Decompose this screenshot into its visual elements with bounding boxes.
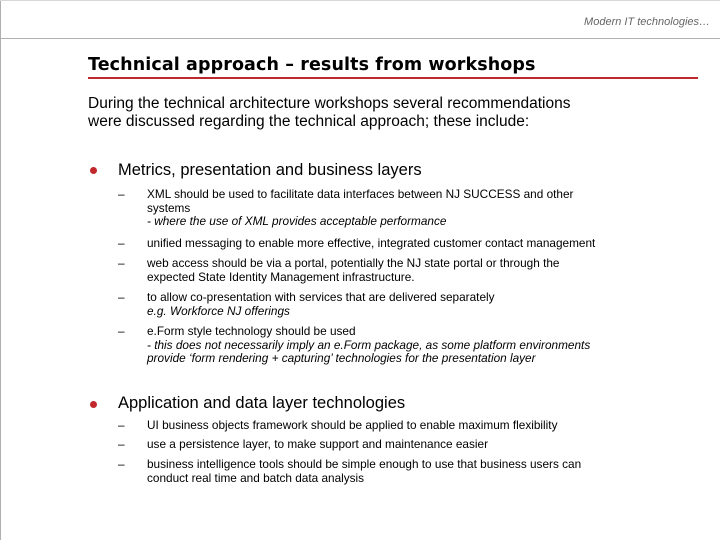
bullet-dot <box>90 167 97 174</box>
list-item <box>118 325 688 366</box>
list-item <box>118 291 688 318</box>
item-text: web access should be via a portal, potentially the NJ state portal or through the <box>147 256 560 270</box>
item-text: to allow co-presentation with services that are delivered separately <box>147 290 495 304</box>
bullet-dot <box>90 401 97 408</box>
item-text: systems <box>147 200 191 215</box>
section-heading: Application and data layer technologies <box>118 394 406 412</box>
list-item <box>118 419 688 433</box>
item-text: unified messaging to enable more effective, integrated customer contact management <box>147 236 596 250</box>
item-text: expected State Identity Management infrastructure. <box>147 269 415 284</box>
intro-line: During the technical architecture workshops several recommendations <box>88 95 571 112</box>
list-item <box>118 188 688 229</box>
item-text: provide ‘form rendering + capturing’ technologies for the presentation layer <box>147 351 536 366</box>
list-item <box>118 237 688 251</box>
slide-frame-left <box>0 0 1 540</box>
dash-marker: – <box>118 256 125 270</box>
list-item <box>118 438 688 452</box>
dash-marker: – <box>118 324 125 338</box>
item-text: e.Form style technology should be used <box>147 324 356 338</box>
list-item <box>118 257 688 284</box>
slide-frame-top <box>0 0 720 1</box>
section-heading: Metrics, presentation and business layers <box>118 161 422 179</box>
dash-marker: – <box>118 236 125 250</box>
header-divider <box>0 38 720 39</box>
intro-paragraph <box>88 95 688 131</box>
item-text: conduct real time and batch data analysis <box>147 470 365 485</box>
item-text: - this does not necessarily imply an e.Form package, as some platform environments <box>147 337 591 352</box>
dash-marker: – <box>118 437 125 451</box>
item-text: - where the use of XML provides acceptable performance <box>147 214 447 229</box>
dash-marker: – <box>118 418 125 432</box>
dash-marker: – <box>118 290 125 304</box>
dash-marker: – <box>118 187 125 201</box>
list-item <box>118 458 688 485</box>
item-text: e.g. Workforce NJ offerings <box>147 303 290 318</box>
intro-line: were discussed regarding the technical approach; these include: <box>88 113 530 130</box>
item-text: use a persistence layer, to make support and maintenance easier <box>147 437 488 451</box>
item-text: business intelligence tools should be simple enough to use that business users can <box>147 457 582 471</box>
page-title: Technical approach – results from workshops <box>88 55 536 75</box>
item-text: XML should be used to facilitate data interfaces between NJ SUCCESS and other <box>147 187 574 201</box>
item-text: UI business objects framework should be applied to enable maximum flexibility <box>147 418 558 432</box>
title-underline <box>88 77 698 79</box>
header-note: Modern IT technologies… <box>584 16 710 28</box>
dash-marker: – <box>118 457 125 471</box>
